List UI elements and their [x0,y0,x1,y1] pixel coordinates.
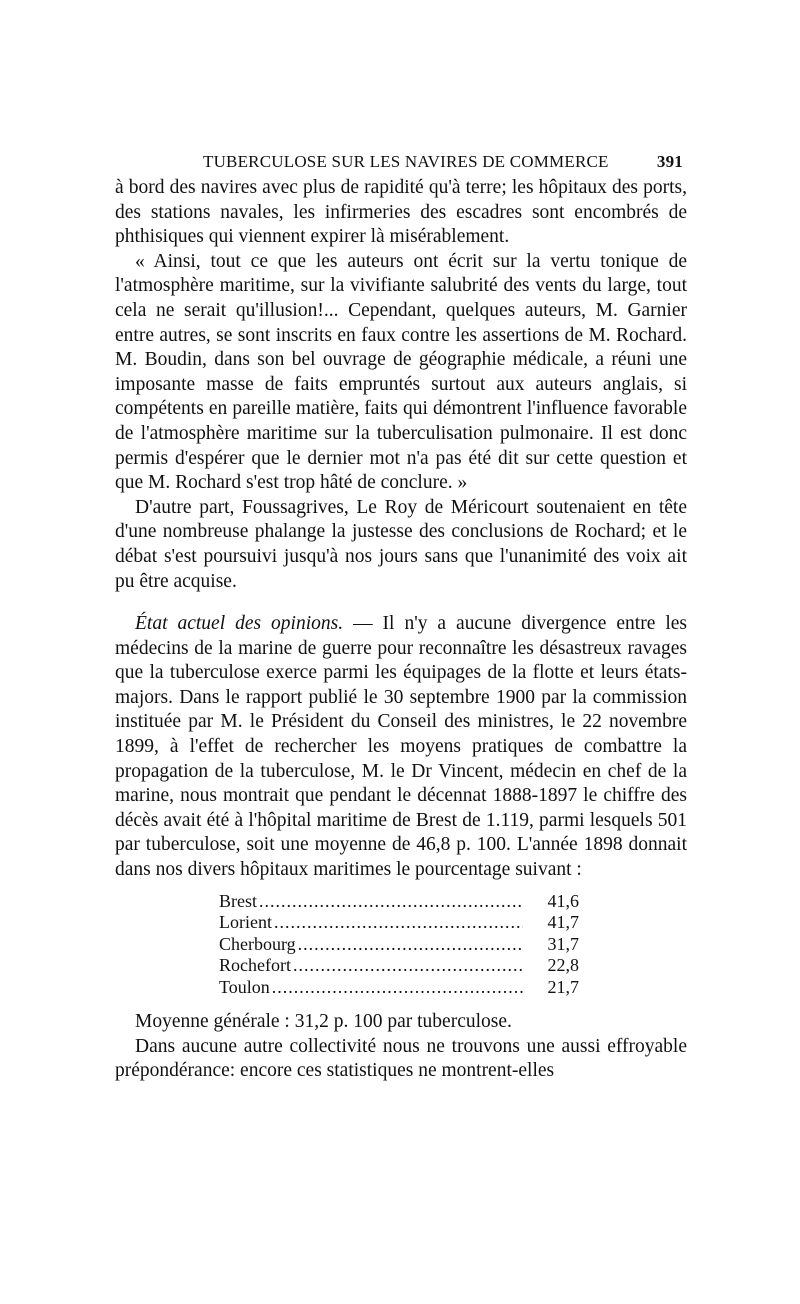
stat-row [219,934,579,956]
statistics-table [219,891,579,999]
paragraph-2-quotation: « Ainsi, tout ce que les auteurs ont écrit sur la vertu tonique de l'atmosphère maritime, sur la vivifiante salubrité des vents du large, tout cela ne serait qu'illusion!... Cependant, quelques auteurs, M. Garnier entre autres, se sont inscrits en faux contre les assertions de M. Rochard. M. Boudin, dans son bel ouvrage de géographie médicale, a réuni une imposante masse de faits empruntés surtout aux auteurs anglais, si compétents en pareille matière, faits qui démontrent l'influence favorable de l'atmosphère maritime sur la tuberculisation pulmonaire. Il est donc permis d'espérer que le dernier mot n'a pas été dit sur cette question et que M. Rochard s'est trop hâté de conclure. » [115,250,687,494]
stat-value: 31,7 [547,933,579,954]
stat-row [219,891,579,913]
dot-leader [259,891,523,913]
stat-city: Toulon [219,976,270,997]
stat-city: Brest [219,890,257,911]
dot-leader [274,912,523,934]
paragraph-1: à bord des navires avec plus de rapidité qu'à terre; les hôpitaux des ports, des stations navales, les infirmeries des escadres sont encombrés de phthisiques qui viennent expirer là misérablement. [115,177,687,248]
stat-row [219,955,579,977]
stat-city: Rochefort [219,955,291,976]
section-heading: État actuel des opinions. [135,613,344,635]
stat-value: 41,6 [547,890,579,911]
paragraph-4 [115,612,687,883]
dot-leader [272,977,523,999]
stat-row [219,912,579,934]
stat-value: 22,8 [547,955,579,976]
stat-value: 41,7 [547,912,579,933]
stat-city: Cherbourg [219,933,296,954]
dot-leader [298,934,523,956]
stat-value: 21,7 [547,976,579,997]
section-gap [115,594,687,612]
page-number: 391 [656,152,683,171]
running-header [115,150,687,176]
dot-leader [293,955,523,977]
paragraph-4-body: — Il n'y a aucune divergence entre les médecins de la marine de guerre pour reconnaître les désastreux ravages que la tuberculose exerce parmi les équipages de la flotte et leurs états-majors. Dans le rapport publié le 30 septembre 1900 par la commission instituée par M. le Président du Conseil des ministres, le 22 novembre 1899, à l'effet de rechercher les moyens pratiques de combattre la propagation de la tuberculose, M. le Dr Vincent, médecin en chef de la marine, nous montrait que pendant le décennat 1888-1897 le chiffre des décès avait été à l'hôpital maritime de Brest de 1.119, parmi lesquels 501 par tuberculose, soit une moyenne de 46,8 p. 100. L'année 1898 donnait dans nos divers hôpitaux maritimes le pourcentage suivant : [115,613,688,881]
stat-row [219,977,579,999]
average-line: Moyenne générale : 31,2 p. 100 par tuberculose. [135,1011,512,1033]
paragraph-6: Dans aucune autre collectivité nous ne trouvons une aussi effroyable prépondérance: encore ces statistiques ne montrent-elles [115,1035,687,1082]
running-title: TUBERCULOSE SUR LES NAVIRES DE COMMERCE [203,152,609,171]
book-page [115,150,687,1084]
stat-city: Lorient [219,912,272,933]
paragraph-3: D'autre part, Foussagrives, Le Roy de Méricourt soutenaient en tête d'une nombreuse phalange la justesse des conclusions de Rochard; et le débat s'est poursuivi jusqu'à nos jours sans que l'unanimité des voix ait pu être acquise. [115,496,687,592]
